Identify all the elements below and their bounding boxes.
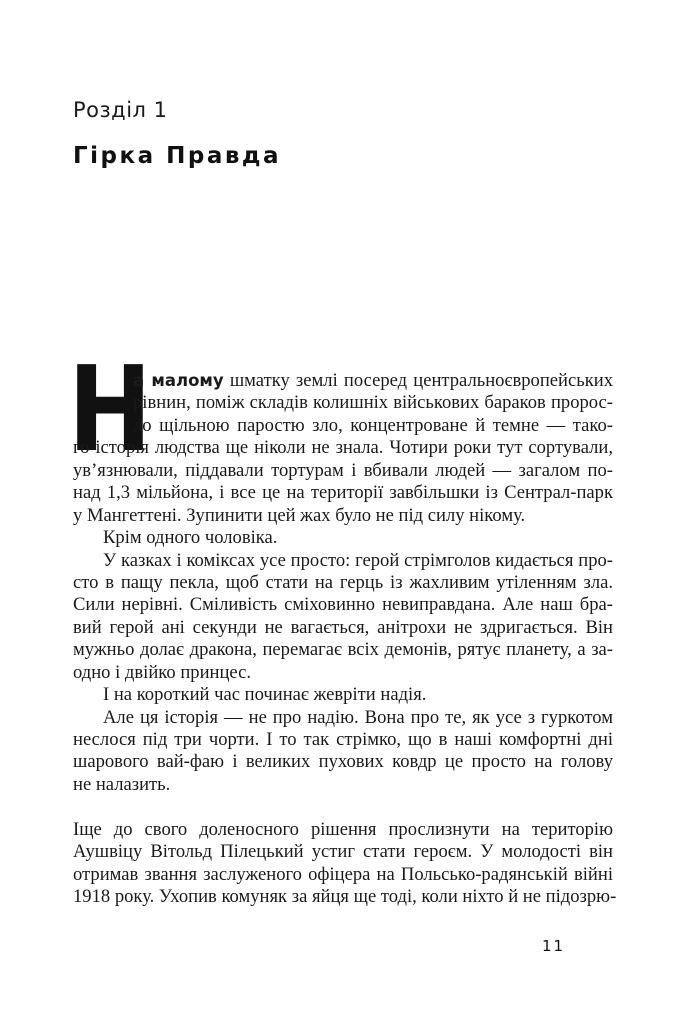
- text-line: неслося під три чорти. І то так стрімко, що в наші комфортні дні: [73, 729, 613, 750]
- paragraph-gap: [73, 796, 613, 818]
- text-line: ло щільною паростю зло, концентроване й темне — тако-: [133, 414, 613, 436]
- text-line: шарового вай-фаю і великих пухових ковдр це просто на голову: [73, 751, 613, 773]
- text-line: Крім одного чоловіка.: [103, 527, 278, 549]
- text-line: го історія людства ще ніколи не знала. Чотири роки тут сортували,: [73, 437, 613, 459]
- text-line: у Мангеттені. Зупинити цей жах було не під силу нікому.: [73, 504, 526, 526]
- text-line: Сили нерівні. Сміливість сміховинно невиправдана. Але наш бра-: [73, 594, 613, 616]
- text-line: І на короткий час починає жевріти надія.: [103, 684, 427, 706]
- text-line: 1918 року. Ухопив комуняк за яйця ще тоді, коли ніхто й не підозрю-: [73, 886, 617, 908]
- text-line: не налазить.: [73, 773, 171, 795]
- text-line: сто в пащу пекла, щоб стати на герць із жахливим утіленням зла.: [73, 571, 613, 593]
- chapter-label: Розділ 1: [73, 98, 168, 122]
- text-line: рівнин, поміж складів колишніх військових бараков пророс-: [133, 392, 613, 414]
- text-line: Аушвіцу Вітольд Пілецький устиг стати героєм. У молодості він: [73, 841, 613, 863]
- text-line: У казках і коміксах усе просто: герой стрімголов кидається про-: [103, 549, 613, 571]
- chapter-title: Гірка Правда: [73, 143, 282, 169]
- text-line: над 1,3 мільйона, і все це на території завбільшки із Сентрал-парк: [73, 482, 613, 504]
- text-line: одно і двійко принцес.: [73, 661, 252, 683]
- body-text: [73, 370, 617, 909]
- text-line: Але ця історія — не про надію. Вона про те, як усе з гуркотом: [103, 706, 613, 728]
- text-line: [73, 370, 613, 392]
- page-number: 11: [542, 937, 566, 955]
- text-line: вий герой ані секунди не вагається, анітрохи не здригається. Він: [73, 616, 613, 638]
- text-line: отримав звання заслуженого офіцера на Польсько-радянській війні: [73, 863, 613, 885]
- drop-cap: Н: [68, 340, 152, 478]
- text-line: ув’язнювали, піддавали тортурам і вбивали людей — загалом по-: [73, 459, 613, 481]
- lead-in: а малому: [133, 371, 224, 390]
- text-line: Іще до свого доленосного рішення прослизнути на територію: [73, 818, 613, 840]
- text-line: мужньо долає дракона, перемагає всіх демонів, рятує планету, а за-: [73, 639, 613, 661]
- line-text: шматку землі посеред центральноєвропейських: [223, 370, 614, 391]
